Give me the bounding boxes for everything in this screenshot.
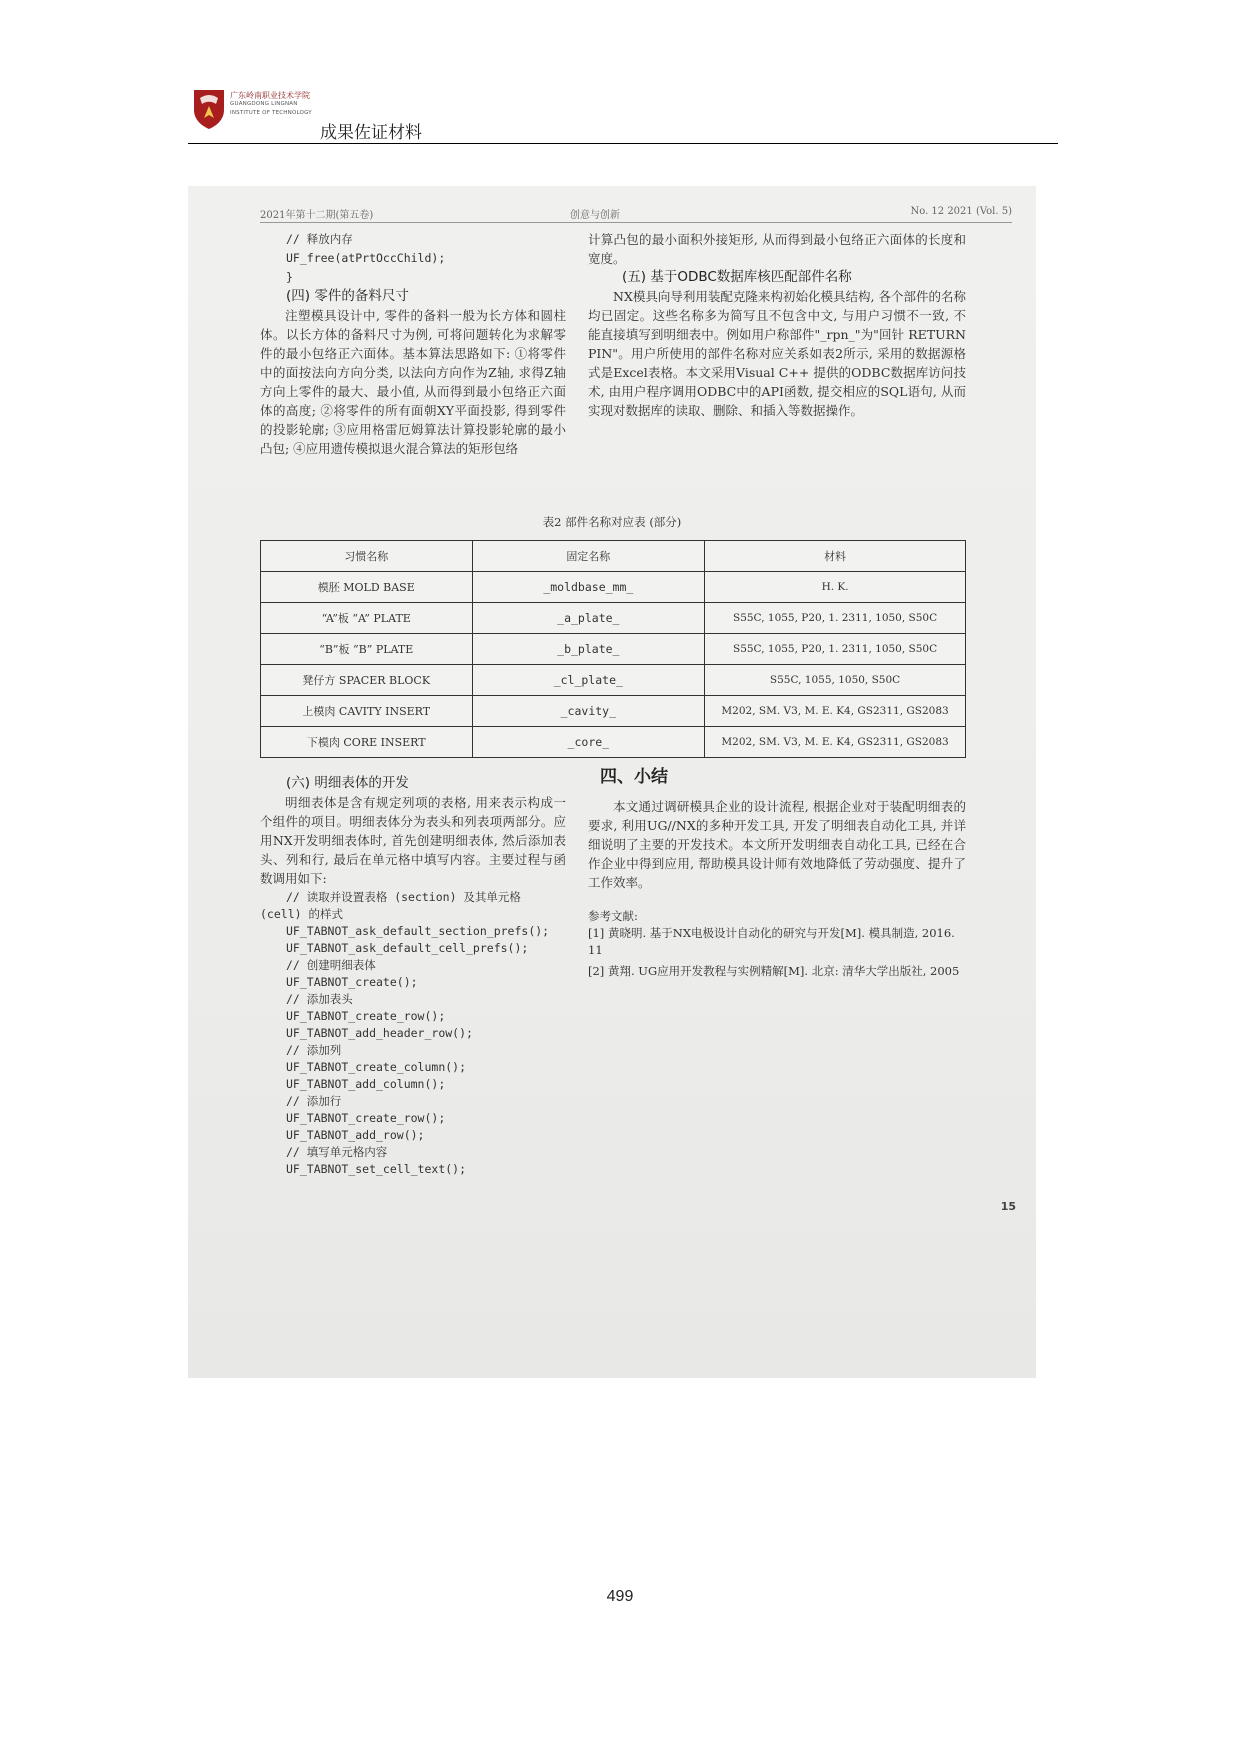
paragraph: NX模具向导利用装配克隆来构初始化模具结构, 各个部件的名称均已固定。这些名称多为简写且不包含中文, 与用户习惯不一致, 不能直接填写到明细表中。例如用户称部件"_rpn_"为"回针 RETURN PIN"。用户所使用的部件名称对应关系如表2所示, 采用的数据源格式是Excel表格。本文采用Visual C++ 提供的ODBC数据库访问技术, 由用户程序调用ODBC中的API函数, 提交相应的SQL语句, 从而实现对数据库的读取、删除、和插入等数据操作。	[588, 289, 966, 418]
table-cell: S55C, 1055, P20, 1. 2311, 1050, S50C	[705, 603, 966, 634]
table-cell: 模胚 MOLD BASE	[261, 572, 473, 603]
page-number: 499	[606, 1588, 634, 1605]
table-cell: “A”板 “A” PLATE	[261, 603, 473, 634]
section-heading-4: (四) 零件的备料尺寸	[286, 288, 409, 304]
code-line: UF_TABNOT_create_column();	[286, 1060, 467, 1074]
table-cell: _b_plate_	[472, 634, 705, 665]
code-line: UF_TABNOT_ask_default_section_prefs();	[286, 924, 550, 938]
document-title: 成果佐证材料	[320, 123, 422, 143]
section-heading-summary: 四、小结	[600, 767, 668, 787]
table-cell: M202, SM. V3, M. E. K4, GS2311, GS2083	[705, 696, 966, 727]
code-line: // 添加表头	[286, 992, 353, 1006]
code-line: UF_TABNOT_set_cell_text();	[286, 1162, 467, 1176]
running-head-issue: 2021年第十二期(第五卷)	[260, 210, 374, 221]
table-cell: H. K.	[705, 572, 966, 603]
table-row	[261, 696, 966, 727]
code-line: UF_TABNOT_add_header_row();	[286, 1026, 473, 1040]
table-cell: S55C, 1055, P20, 1. 2311, 1050, S50C	[705, 634, 966, 665]
school-name-cn: 广东岭南职业技术学院	[230, 91, 310, 100]
code-line: UF_TABNOT_create_row();	[286, 1009, 446, 1023]
code-line: UF_TABNOT_create();	[286, 975, 418, 989]
table-row	[261, 634, 966, 665]
running-head-volume: No. 12 2021 (Vol. 5)	[910, 206, 1012, 217]
running-head-rule	[260, 222, 1012, 223]
section-heading-5: (五) 基于ODBC数据库核匹配部件名称	[622, 269, 852, 285]
code-line: UF_free(atPrtOccChild);	[286, 251, 446, 265]
table-cell: “B”板 “B” PLATE	[261, 634, 473, 665]
code-line: (cell) 的样式	[260, 907, 343, 921]
table-cell: S55C, 1055, 1050, S50C	[705, 665, 966, 696]
code-line: UF_TABNOT_add_column();	[286, 1077, 446, 1091]
table-cell: 上模肉 CAVITY INSERT	[261, 696, 473, 727]
table-header-row	[261, 541, 966, 572]
school-logo	[192, 88, 226, 130]
code-line: // 添加行	[286, 1094, 342, 1108]
code-block	[260, 889, 566, 1178]
right-column-bottom	[588, 768, 966, 980]
code-line: }	[286, 270, 293, 284]
references-title: 参考文献:	[588, 909, 638, 923]
code-line: UF_TABNOT_add_row();	[286, 1128, 425, 1142]
reference-item: [1] 黄晓明. 基于NX电极设计自动化的研究与开发[M]. 模具制造, 2016. 11	[588, 926, 955, 957]
table-row	[261, 572, 966, 603]
references	[588, 908, 966, 980]
table-cell: 下模肉 CORE INSERT	[261, 727, 473, 758]
running-head-journal: 创意与创新	[570, 210, 620, 221]
table-row	[261, 665, 966, 696]
table-header-cell: 材料	[705, 541, 966, 572]
table-caption: 表2 部件名称对应表 (部分)	[542, 515, 682, 529]
paragraph: 计算凸包的最小面积外接矩形, 从而得到最小包络正六面体的长度和宽度。	[588, 232, 966, 266]
table-row	[261, 603, 966, 634]
header-rule	[188, 143, 1058, 144]
code-line: UF_TABNOT_ask_default_cell_prefs();	[286, 941, 529, 955]
code-line: // 创建明细表体	[286, 958, 376, 972]
table-cell: _a_plate_	[472, 603, 705, 634]
paragraph: 注塑模具设计中, 零件的备料一般为长方体和圆柱体。以长方体的备料尺寸为例, 可将问题转化为求解零件的最小包络正六面体。基本算法思路如下: ①将零件中的面按法向方向分类, 以法向方向作为Z轴, 求得Z轴方向上零件的最大、最小值, 从而得到最小包络正六面体的高度; ②将零件的所有面朝XY平面投影, 得到零件的投影轮廓; ③应用格雷厄姆算法计算投影轮廓的最小凸包; ④应用遗传模拟退火混合算法的矩形包络	[260, 308, 566, 456]
parts-table	[260, 540, 966, 758]
left-column-top	[260, 230, 566, 458]
school-name-en-2: INSTITUTE OF TECHNOLOGY	[230, 110, 312, 116]
left-column-bottom	[260, 774, 566, 1178]
code-line: // 添加列	[286, 1043, 342, 1057]
reference-item: [2] 黄翔. UG应用开发教程与实例精解[M]. 北京: 清华大学出版社, 2005	[588, 964, 960, 978]
paragraph: 明细表体是含有规定列项的表格, 用来表示构成一个组件的项目。明细表体分为表头和列表项两部分。应用NX开发明细表体时, 首先创建明细表体, 然后添加表头、列和行, 最后在单元格中填写内容。主要过程与函数调用如下:	[260, 795, 566, 886]
table-cell: _core_	[472, 727, 705, 758]
journal-page-number: 15	[1000, 1200, 1016, 1213]
table-cell: M202, SM. V3, M. E. K4, GS2311, GS2083	[705, 727, 966, 758]
code-line: UF_TABNOT_create_row();	[286, 1111, 446, 1125]
paragraph: 本文通过调研模具企业的设计流程, 根据企业对于装配明细表的要求, 利用UG//NX的多种开发工具, 开发了明细表自动化工具, 并详细说明了主要的开发技术。本文所开发明细表自动化工具, 已经在合作企业中得到应用, 帮助模具设计师有效地降低了劳动强度、提升了工作效率。	[588, 799, 966, 890]
code-line: // 读取并设置表格 (section) 及其单元格	[286, 890, 521, 904]
school-name	[230, 91, 312, 118]
table-cell: _moldbase_mm_	[472, 572, 705, 603]
table-header-cell: 固定名称	[472, 541, 705, 572]
table-cell: 凳仔方 SPACER BLOCK	[261, 665, 473, 696]
table-cell: _cl_plate_	[472, 665, 705, 696]
right-column-top	[588, 230, 966, 420]
section-heading-6: (六) 明细表体的开发	[286, 775, 409, 791]
code-comment: // 释放内存	[286, 232, 353, 246]
code-line: // 填写单元格内容	[286, 1145, 388, 1159]
table-cell: _cavity_	[472, 696, 705, 727]
scanned-page	[188, 186, 1036, 1378]
table-header-cell: 习惯名称	[261, 541, 473, 572]
school-name-en-1: GUANGDONG LINGNAN	[230, 101, 298, 107]
table-row	[261, 727, 966, 758]
